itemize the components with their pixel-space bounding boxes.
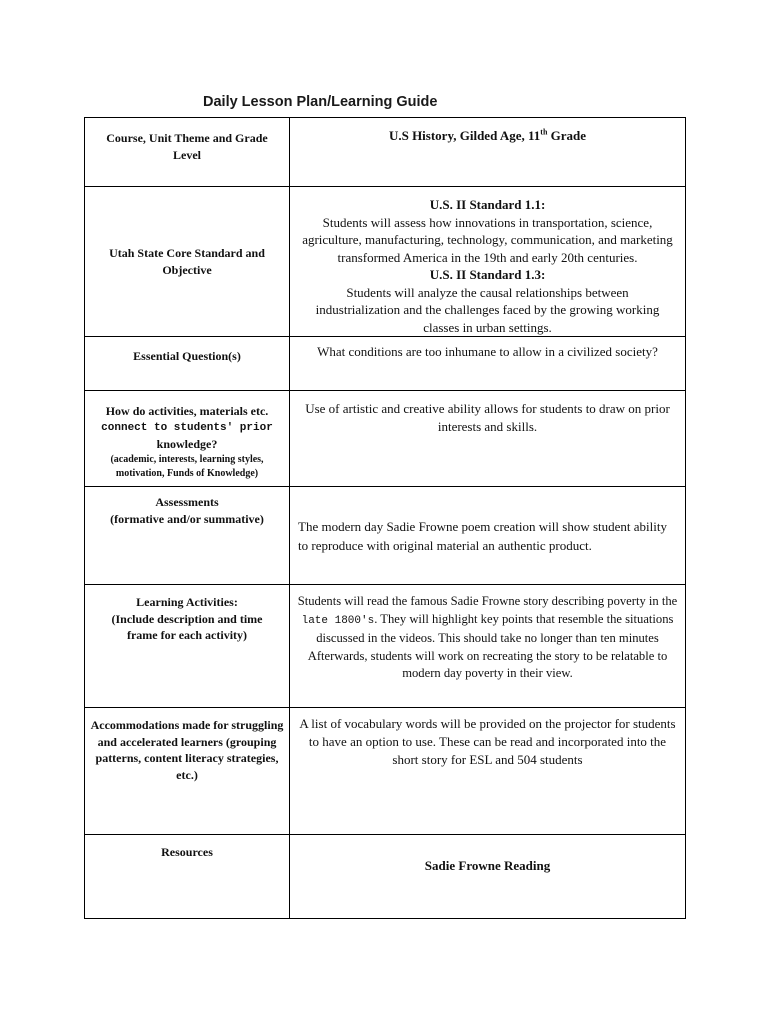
course-value-end: Grade: [547, 128, 587, 143]
course-value: [290, 127, 685, 145]
table-row-essential: [85, 337, 686, 391]
activities-text-1a: Students will read the famous Sadie Frowne story describing poverty in the: [297, 594, 678, 608]
resources-value: Sadie Frowne Reading: [424, 858, 551, 873]
assessments-label-line-2: (formative and/or summative): [110, 511, 264, 526]
resources-label-cell: [85, 835, 290, 919]
course-value-cell: [290, 118, 686, 187]
accommodations-label-cell: [85, 708, 290, 835]
standard-label: Utah State Core Standard and Objective: [109, 246, 265, 277]
prior-value: Use of artistic and creative ability allows for students to draw on prior interests and skills.: [305, 401, 670, 434]
activities-paragraph-1: [294, 593, 681, 648]
course-label: Course, Unit Theme and Grade Level: [106, 131, 268, 162]
resources-label: Resources: [161, 845, 213, 859]
course-label-cell: [85, 118, 290, 187]
resources-value-cell: [290, 835, 686, 919]
standard-label-cell: [85, 187, 290, 337]
accommodations-label: Accommodations made for struggling and accelerated learners (grouping patterns, content literacy strategies, etc.): [90, 718, 284, 782]
essential-value-cell: [290, 337, 686, 391]
course-value-sup: th: [540, 127, 548, 137]
assessments-label-cell: [85, 487, 290, 585]
table-row-accommodations: [85, 708, 686, 835]
essential-label-cell: [85, 337, 290, 391]
standard-content: [290, 196, 685, 336]
essential-label: Essential Question(s): [133, 349, 241, 363]
activities-label-line-1: Learning Activities:: [136, 595, 238, 609]
activities-value: [290, 593, 685, 683]
table-row-prior-knowledge: [85, 391, 686, 487]
activities-paragraph-2: Afterwards, students will work on recreating the story to be relatable to modern day poverty in their view.: [307, 648, 668, 680]
course-value-text: U.S History, Gilded Age, 11: [388, 128, 541, 143]
table-row-assessments: [85, 487, 686, 585]
prior-label-cell: [85, 391, 290, 487]
table-row-activities: [85, 585, 686, 708]
activities-text-1b: late 1800's: [301, 614, 375, 627]
prior-label-line-4: (academic, interests, learning styles, motivation, Funds of Knowledge): [110, 453, 264, 479]
activities-label-cell: [85, 585, 290, 708]
standard-2-text: Students will analyze the causal relationships between industrialization and the challenges faced by the growing working classes in urban settings.: [315, 284, 660, 335]
prior-label-line-3: knowledge?: [156, 437, 218, 451]
assessments-label: [85, 494, 289, 527]
prior-label-line-2: connect to students' prior: [101, 421, 273, 434]
prior-label-line-1: How do activities, materials etc.: [105, 404, 269, 418]
page-title: Daily Lesson Plan/Learning Guide: [203, 94, 438, 110]
assessments-label-line-1: Assessments: [155, 495, 219, 509]
table-row-course: [85, 118, 686, 187]
assessments-value: The modern day Sadie Frowne poem creation will show student ability to reproduce with original material an authentic product.: [298, 518, 667, 553]
table-row-standard: [85, 187, 686, 337]
activities-label-line-2: (Include description and time frame for each activity): [111, 611, 263, 642]
accommodations-value: A list of vocabulary words will be provided on the projector for students to have an option to use. These can be read and incorporated into the short story for ESL and 504 students: [299, 716, 676, 767]
lesson-plan-table: [84, 117, 686, 919]
prior-value-cell: [290, 391, 686, 487]
standard-value-cell: [290, 187, 686, 337]
accommodations-value-cell: [290, 708, 686, 835]
activities-text-1c: . They will highlight key points that resemble the situations discussed in the videos. This should take no longer than ten minutes: [316, 611, 674, 645]
prior-label: [85, 403, 289, 481]
table-row-resources: [85, 835, 686, 919]
activities-label: [85, 594, 289, 644]
standard-1-text: Students will assess how innovations in transportation, science, agriculture, manufacturing, technology, communication, and marketing transformed America in the 19th and early 20th centuries.: [302, 214, 673, 265]
assessments-value-cell: [290, 487, 686, 585]
standard-1-title: U.S. II Standard 1.1:: [429, 197, 546, 212]
activities-value-cell: [290, 585, 686, 708]
essential-value: What conditions are too inhumane to allow in a civilized society?: [317, 344, 658, 359]
standard-2-title: U.S. II Standard 1.3:: [429, 267, 546, 282]
